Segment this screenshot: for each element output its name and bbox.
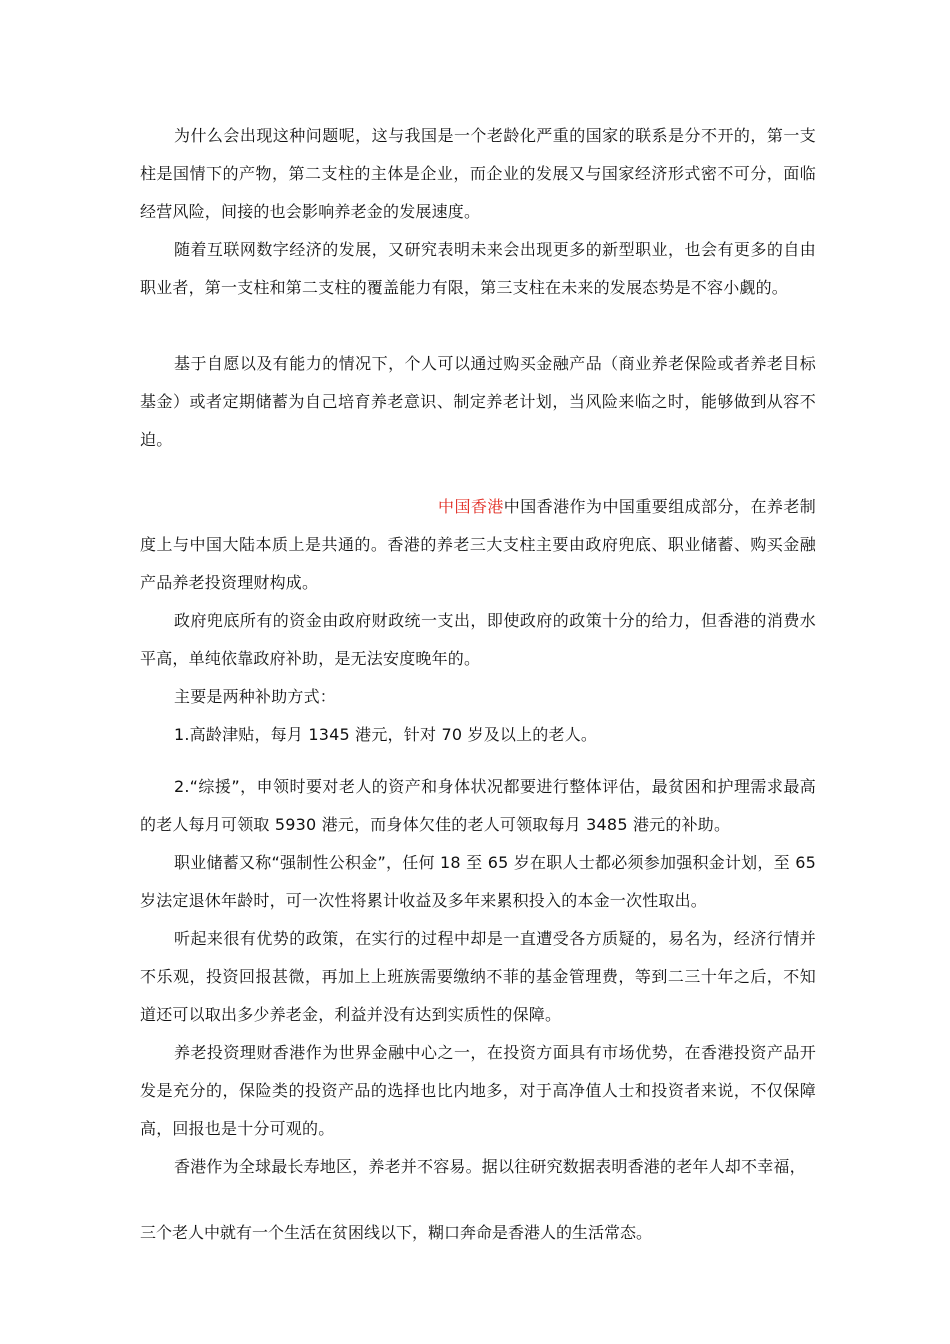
paragraph-criticism: 听起来很有优势的政策，在实行的过程中却是一直遭受各方质疑的，易名为，经济行情并不乐观，投资回报甚微，再加上上班族需要缴纳不菲的基金管理费，等到二三十年之后，不知道还可以取出多少养老金，利益并没有达到实质性的保障。 bbox=[140, 929, 816, 1024]
paragraph-digital-economy: 随着互联网数字经济的发展，又研究表明未来会出现更多的新型职业，也会有更多的自由职业者，第一支柱和第二支柱的覆盖能力有限，第三支柱在未来的发展态势是不容小觑的。 bbox=[140, 240, 816, 297]
list-item-old-age-allowance: 1.高龄津贴，每月 1345 港元，针对 70 岁及以上的老人。 bbox=[174, 725, 598, 744]
paragraph-subsidy-intro: 主要是两种补助方式： bbox=[174, 687, 337, 706]
paragraph-pillars-reason: 为什么会出现这种问题呢，这与我国是一个老龄化严重的国家的联系是分不开的，第一支柱是国情下的产物，第二支柱的主体是企业，而企业的发展又与国家经济形式密不可分，面临经营风险，间接的也会影响养老金的发展速度。 bbox=[140, 126, 816, 221]
paragraph-government-funding: 政府兜底所有的资金由政府财政统一支出，即使政府的政策十分的给力，但香港的消费水平高，单纯依靠政府补助，是无法安度晚年的。 bbox=[140, 611, 816, 668]
section-heading-hong-kong: 中国香港 bbox=[438, 497, 504, 516]
paragraph-longevity: 香港作为全球最长寿地区，养老并不容易。据以往研究数据表明香港的老年人却不幸福， bbox=[174, 1157, 806, 1176]
paragraph-poverty: 三个老人中就有一个生活在贫困线以下，糊口奔命是香港人的生活常态。 bbox=[140, 1223, 653, 1242]
paragraph-hong-kong-intro bbox=[140, 488, 816, 602]
hong-kong-intro-text: 中国香港作为中国重要组成部分，在养老制度上与中国大陆本质上是共通的。香港的养老三大支柱主要由政府兜底、职业储蓄、购买金融产品养老投资理财构成。 bbox=[140, 497, 816, 592]
paragraph-investment: 养老投资理财香港作为世界金融中心之一，在投资方面具有市场优势，在香港投资产品开发是充分的，保险类的投资产品的选择也比内地多，对于高净值人士和投资者来说，不仅保障高，回报也是十分可观的。 bbox=[140, 1043, 816, 1138]
list-item-cssa: 2.“综援”，申领时要对老人的资产和身体状况都要进行整体评估，最贫困和护理需求最高的老人每月可领取 5930 港元，而身体欠佳的老人可领取每月 3485 港元的补助。 bbox=[140, 777, 816, 834]
paragraph-personal-finance: 基于自愿以及有能力的情况下，个人可以通过购买金融产品（商业养老保险或者养老目标基金）或者定期储蓄为自己培育养老意识、制定养老计划，当风险来临之时，能够做到从容不迫。 bbox=[140, 354, 816, 449]
paragraph-mpf: 职业储蓄又称“强制性公积金”，任何 18 至 65 岁在职人士都必须参加强积金计划，至 65 岁法定退休年龄时，可一次性将累计收益及多年来累积投入的本金一次性取出。 bbox=[140, 853, 816, 910]
